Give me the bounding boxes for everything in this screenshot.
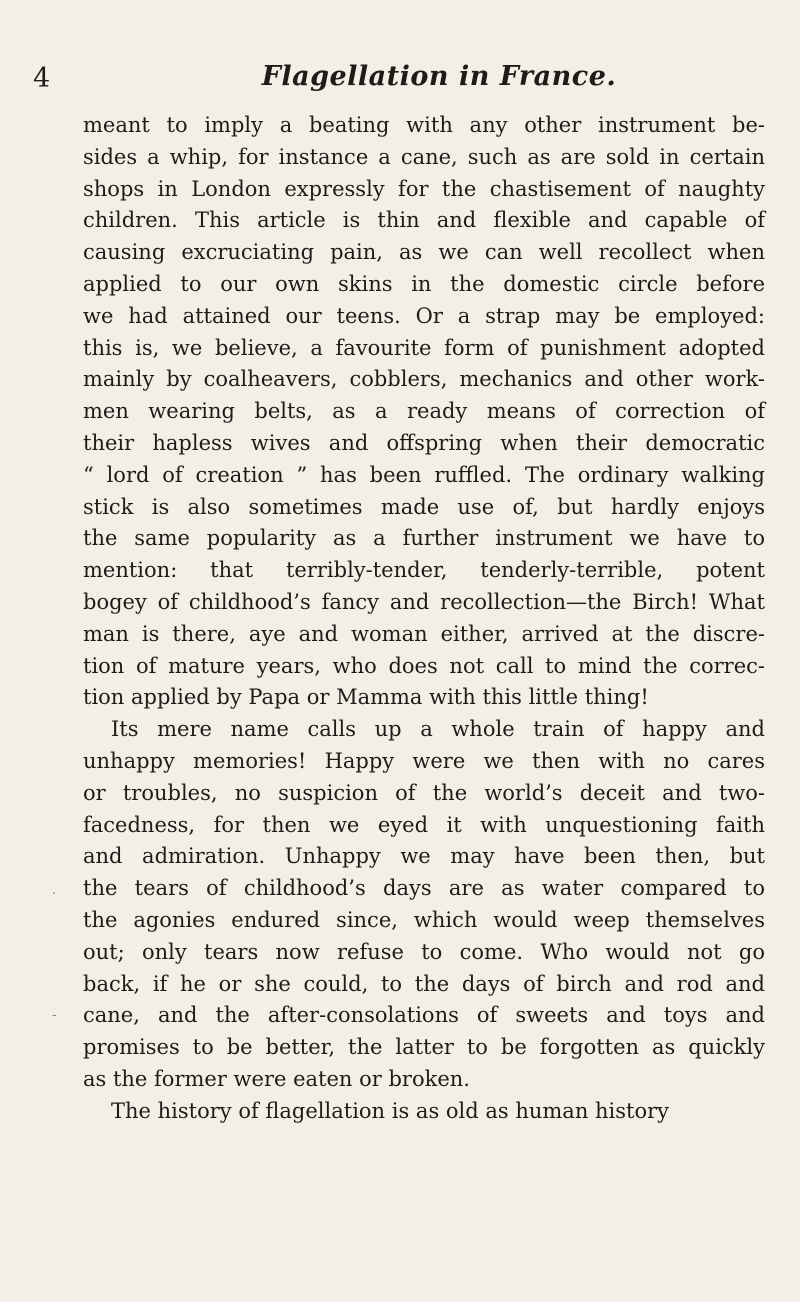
text-line: cane, and the after-consolations of sweets and toys and [83,1003,765,1028]
text-line: unhappy memories! Happy were we then with no cares [83,748,765,773]
page-number: 4 [33,63,51,94]
text-line: the same popularity as a further instrument we have to [83,526,765,551]
text-line: meant to imply a beating with any other instrument be- [83,113,765,137]
text-line: and admiration. Unhappy we may have been then, but [83,844,765,869]
text-line: the tears of childhood’s days are as water compared to [83,876,765,901]
text-line: mainly by coalheavers, cobblers, mechanics and other work- [83,367,765,392]
text-line: bogey of childhood’s fancy and recollection—the Birch! What [83,589,765,614]
text-line: man is there, aye and woman either, arrived at the discre- [83,621,765,646]
text-line: men wearing belts, as a ready means of correction of [83,399,765,424]
text-line: or troubles, no suspicion of the world’s deceit and two- [83,780,765,805]
running-head: Flagellation in France. [261,61,617,92]
text-line: sides a whip, for instance a cane, such as are sold in certain [83,144,765,169]
text-line: as the former were eaten or broken. [83,1066,470,1091]
text-line: “ lord of creation ” has been ruffled. The ordinary walking [83,462,765,487]
margin-speck: . [52,883,57,898]
text-line: causing excruciating pain, as we can well recollect when [83,240,765,265]
text-line: The history of flagellation is as old as human history [111,1098,670,1123]
text-line: tion of mature years, who does not call to mind the correc- [83,653,765,678]
text-line: their hapless wives and offspring when their democratic [83,430,765,455]
text-line: out; only tears now refuse to come. Who would not go [83,939,765,964]
text-line: Its mere name calls up a whole train of happy and [111,717,765,742]
text-line: facedness, for then we eyed it with unquestioning faith [83,812,765,837]
text-line: this is, we believe, a favourite form of punishment adopted [83,335,765,360]
text-line: children. This article is thin and flexible and capable of [83,208,765,233]
text-line: promises to be better, the latter to be forgotten as quickly [83,1035,765,1060]
text-line: the agonies endured since, which would weep themselves [83,907,765,932]
text-line: shops in London expressly for the chastisement of naughty [83,176,765,201]
page-header [33,56,758,96]
text-line: mention: that terribly-tender, tenderly-terrible, potent [83,558,765,583]
text-line: we had attained our teens. Or a strap may be employed: [83,303,765,328]
text-line: tion applied by Papa or Mamma with this little thing! [83,685,649,710]
margin-speck: - [52,1008,57,1023]
text-line: back, if he or she could, to the days of birch and rod and [83,971,765,996]
body-text [83,110,765,1128]
text-line: stick is also sometimes made use of, but hardly enjoys [83,494,765,519]
text-line: applied to our own skins in the domestic circle before [83,271,765,296]
